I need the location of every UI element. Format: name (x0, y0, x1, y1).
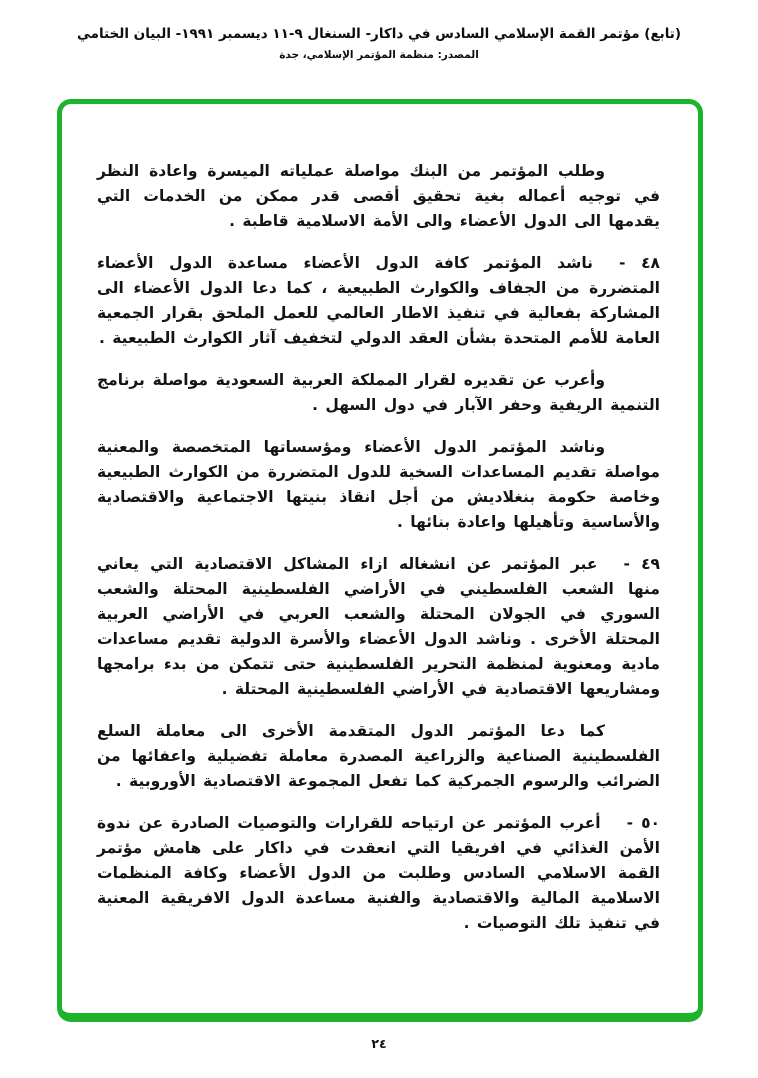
paragraph-49 (97, 552, 660, 702)
paragraph-number: ٥٠ - (626, 814, 660, 832)
paragraph-number: ٤٨ - (618, 254, 660, 272)
paragraph (97, 719, 660, 794)
paragraph-text: وناشد المؤتمر الدول الأعضاء ومؤسساتها المتخصصة والمعنية مواصلة تقديم المساعدات السخية للدول المتضررة من الكوارث الطبيعية وخاصة حكومة بنغلاديش من أجل انقاذ بنيتها الاجتماعية والاقتصادية والأساسية وتأهيلها واعادة بنائها . (97, 438, 660, 531)
paragraph-text: أعرب المؤتمر عن ارتياحه للقرارات والتوصيات الصادرة عن ندوة الأمن الغذائي في افريقيا التي انعقدت في داكار على هامش مؤتمر القمة الاسلامي السادس وطلبت من الدول الأعضاء وكافة المنظمات الاسلامية المالية والاقتصادية والفنية مساعدة الدول الافريقية المعنية في تنفيذ تلك التوصيات . (97, 814, 660, 932)
paragraph-text: كما دعا المؤتمر الدول المتقدمة الأخرى الى معاملة السلع الفلسطينية الصناعية والزراعية المصدرة معاملة تفضيلية واعفائها من الضرائب والرسوم الجمركية كما تفعل المجموعة الاقتصادية الأوروبية . (97, 722, 660, 790)
paragraph (97, 368, 660, 418)
paragraph-number: ٤٩ - (623, 555, 660, 573)
paragraph-50 (97, 811, 660, 936)
paragraph (97, 159, 660, 234)
paragraph-text: وأعرب عن تقديره لقرار المملكة العربية السعودية مواصلة برنامج التنمية الريفية وحفر الآبار في دول السهل . (97, 371, 660, 414)
document-source: المصدر: منظمة المؤتمر الإسلامي، جدة (279, 49, 479, 61)
paragraph-48 (97, 251, 660, 351)
paragraph-text: ناشد المؤتمر كافة الدول الأعضاء مساعدة الدول الأعضاء المتضررة من الجفاف والكوارث الطبيعية ، كما دعا الدول الأعضاء الى المشاركة بفعالية في تنفيذ الاطار العالمي للعمل الملحق بقرار الجمعية العامة للأمم المتحدة بشأن العقد الدولي لتخفيف آثار الكوارث الطبيعية . (97, 254, 660, 347)
green-border-frame (57, 99, 703, 1022)
page-header (0, 26, 758, 61)
paragraph-text: عبر المؤتمر عن انشغاله ازاء المشاكل الاقتصادية التي يعاني منها الشعب الفلسطيني في الأراضي الفلسطينية المحتلة والشعب السوري في الجولان المحتلة والشعب العربي في الأراضي العربية المحتلة الأخرى . وناشد الدول الأعضاء والأسرة الدولية تقديم مساعدات مادية ومعنوية لمنظمة التحرير الفلسطينية حتى تتمكن من بدء برامجها ومشاريعها الاقتصادية في الأراضي الفلسطينية المحتلة . (97, 555, 660, 698)
paragraph (97, 435, 660, 535)
page-number: ٢٤ (371, 1036, 387, 1051)
paragraph-text: وطلب المؤتمر من البنك مواصلة عملياته الميسرة واعادة النظر في توجيه أعماله بغية تحقيق أقصى قدر ممكن من الخدمات التي يقدمها الى الدول الأعضاء والى الأمة الاسلامية قاطبة . (97, 162, 660, 230)
document-title: (تابع) مؤتمر القمة الإسلامي السادس في داكار- السنغال ٩-١١ ديسمبر ١٩٩١- البيان الختامي (76, 26, 682, 42)
document-body (62, 104, 698, 1013)
